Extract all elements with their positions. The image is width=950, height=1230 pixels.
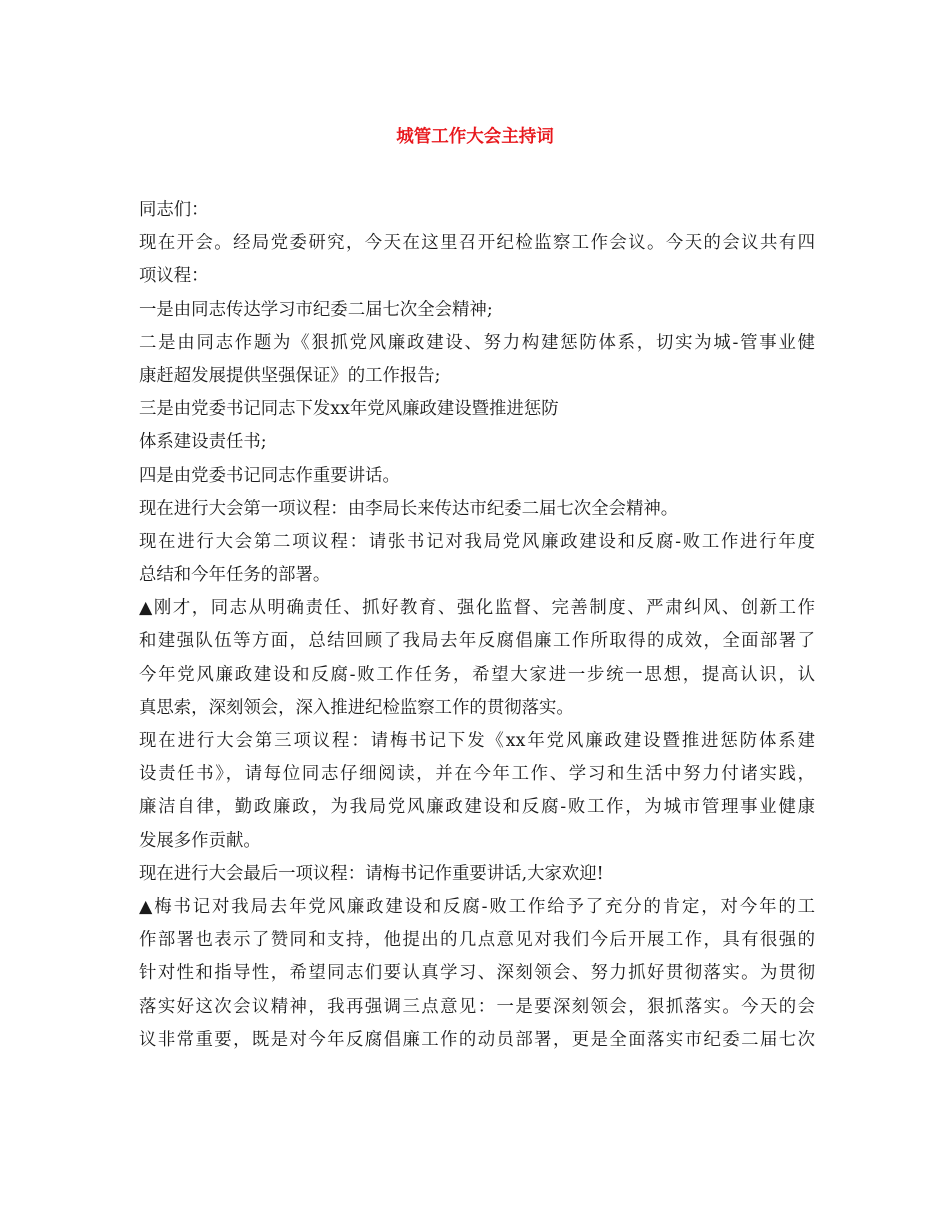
text-line: 设责任书》，请每位同志仔细阅读，并在今年工作、学习和生活中努力付诸实践， <box>139 764 815 785</box>
document-title: 城管工作大会主持词 <box>396 127 554 147</box>
text-line: 和建强队伍等方面，总结回顾了我局去年反腐倡廉工作所取得的成效，全面部署了 <box>139 631 815 652</box>
text-line: 三是由党委书记同志下发xx年党风廉政建设暨推进惩防 <box>139 399 559 420</box>
text-line: 真思索，深刻领会，深入推进纪检监察工作的贯彻落实。 <box>139 697 574 718</box>
text-line: 体系建设责任书; <box>139 432 267 453</box>
text-line: 针对性和指导性，希望同志们要认真学习、深刻领会、努力抓好贯彻落实。为贯彻 <box>139 963 815 984</box>
text-line: 今年党风廉政建设和反腐-败工作任务，希望大家进一步统一思想，提高认识，认 <box>139 664 815 685</box>
text-line: 现在进行大会最后一项议程：请梅书记作重要讲话,大家欢迎! <box>139 863 604 884</box>
text-line: 二是由同志作题为《狠抓党风廉政建设、努力构建惩防体系，切实为城-管事业健 <box>139 332 815 353</box>
document-body <box>139 194 815 1057</box>
text-line: 总结和今年任务的部署。 <box>139 565 331 586</box>
text-line: 作部署也表示了赞同和支持，他提出的几点意见对我们今后开展工作，具有很强的 <box>139 930 815 951</box>
text-line: ▲梅书记对我局去年党风廉政建设和反腐-败工作给予了充分的肯定，对今年的工 <box>139 896 815 917</box>
text-line: 落实好这次会议精神，我再强调三点意见：一是要深刻领会，狠抓落实。今天的会 <box>139 996 815 1017</box>
text-line: 一是由同志传达学习市纪委二届七次全会精神; <box>139 299 493 320</box>
text-line: 现在进行大会第二项议程：请张书记对我局党风廉政建设和反腐-败工作进行年度 <box>139 531 815 552</box>
text-line: 四是由党委书记同志作重要讲话。 <box>139 465 400 486</box>
text-line: 同志们： <box>139 200 209 220</box>
text-line: 廉洁自律，勤政廉政，为我局党风廉政建设和反腐-败工作，为城市管理事业健康 <box>139 797 815 818</box>
text-line: 议非常重要，既是对今年反腐倡廉工作的动员部署，更是全面落实市纪委二届七次 <box>139 1029 815 1050</box>
text-line: ▲刚才，同志从明确责任、抓好教育、强化监督、完善制度、严肃纠风、创新工作 <box>139 598 815 619</box>
text-line: 项议程： <box>139 266 209 287</box>
text-line: 发展多作贡献。 <box>139 830 261 851</box>
text-line: 现在进行大会第一项议程：由李局长来传达市纪委二届七次全会精神。 <box>139 498 679 519</box>
text-line: 现在进行大会第三项议程：请梅书记下发《xx年党风廉政建设暨推进惩防体系建 <box>139 731 815 751</box>
text-line: 现在开会。经局党委研究，今天在这里召开纪检监察工作会议。今天的会议共有四 <box>139 233 815 254</box>
text-line: 康赶超发展提供坚强保证》的工作报告; <box>139 365 441 386</box>
